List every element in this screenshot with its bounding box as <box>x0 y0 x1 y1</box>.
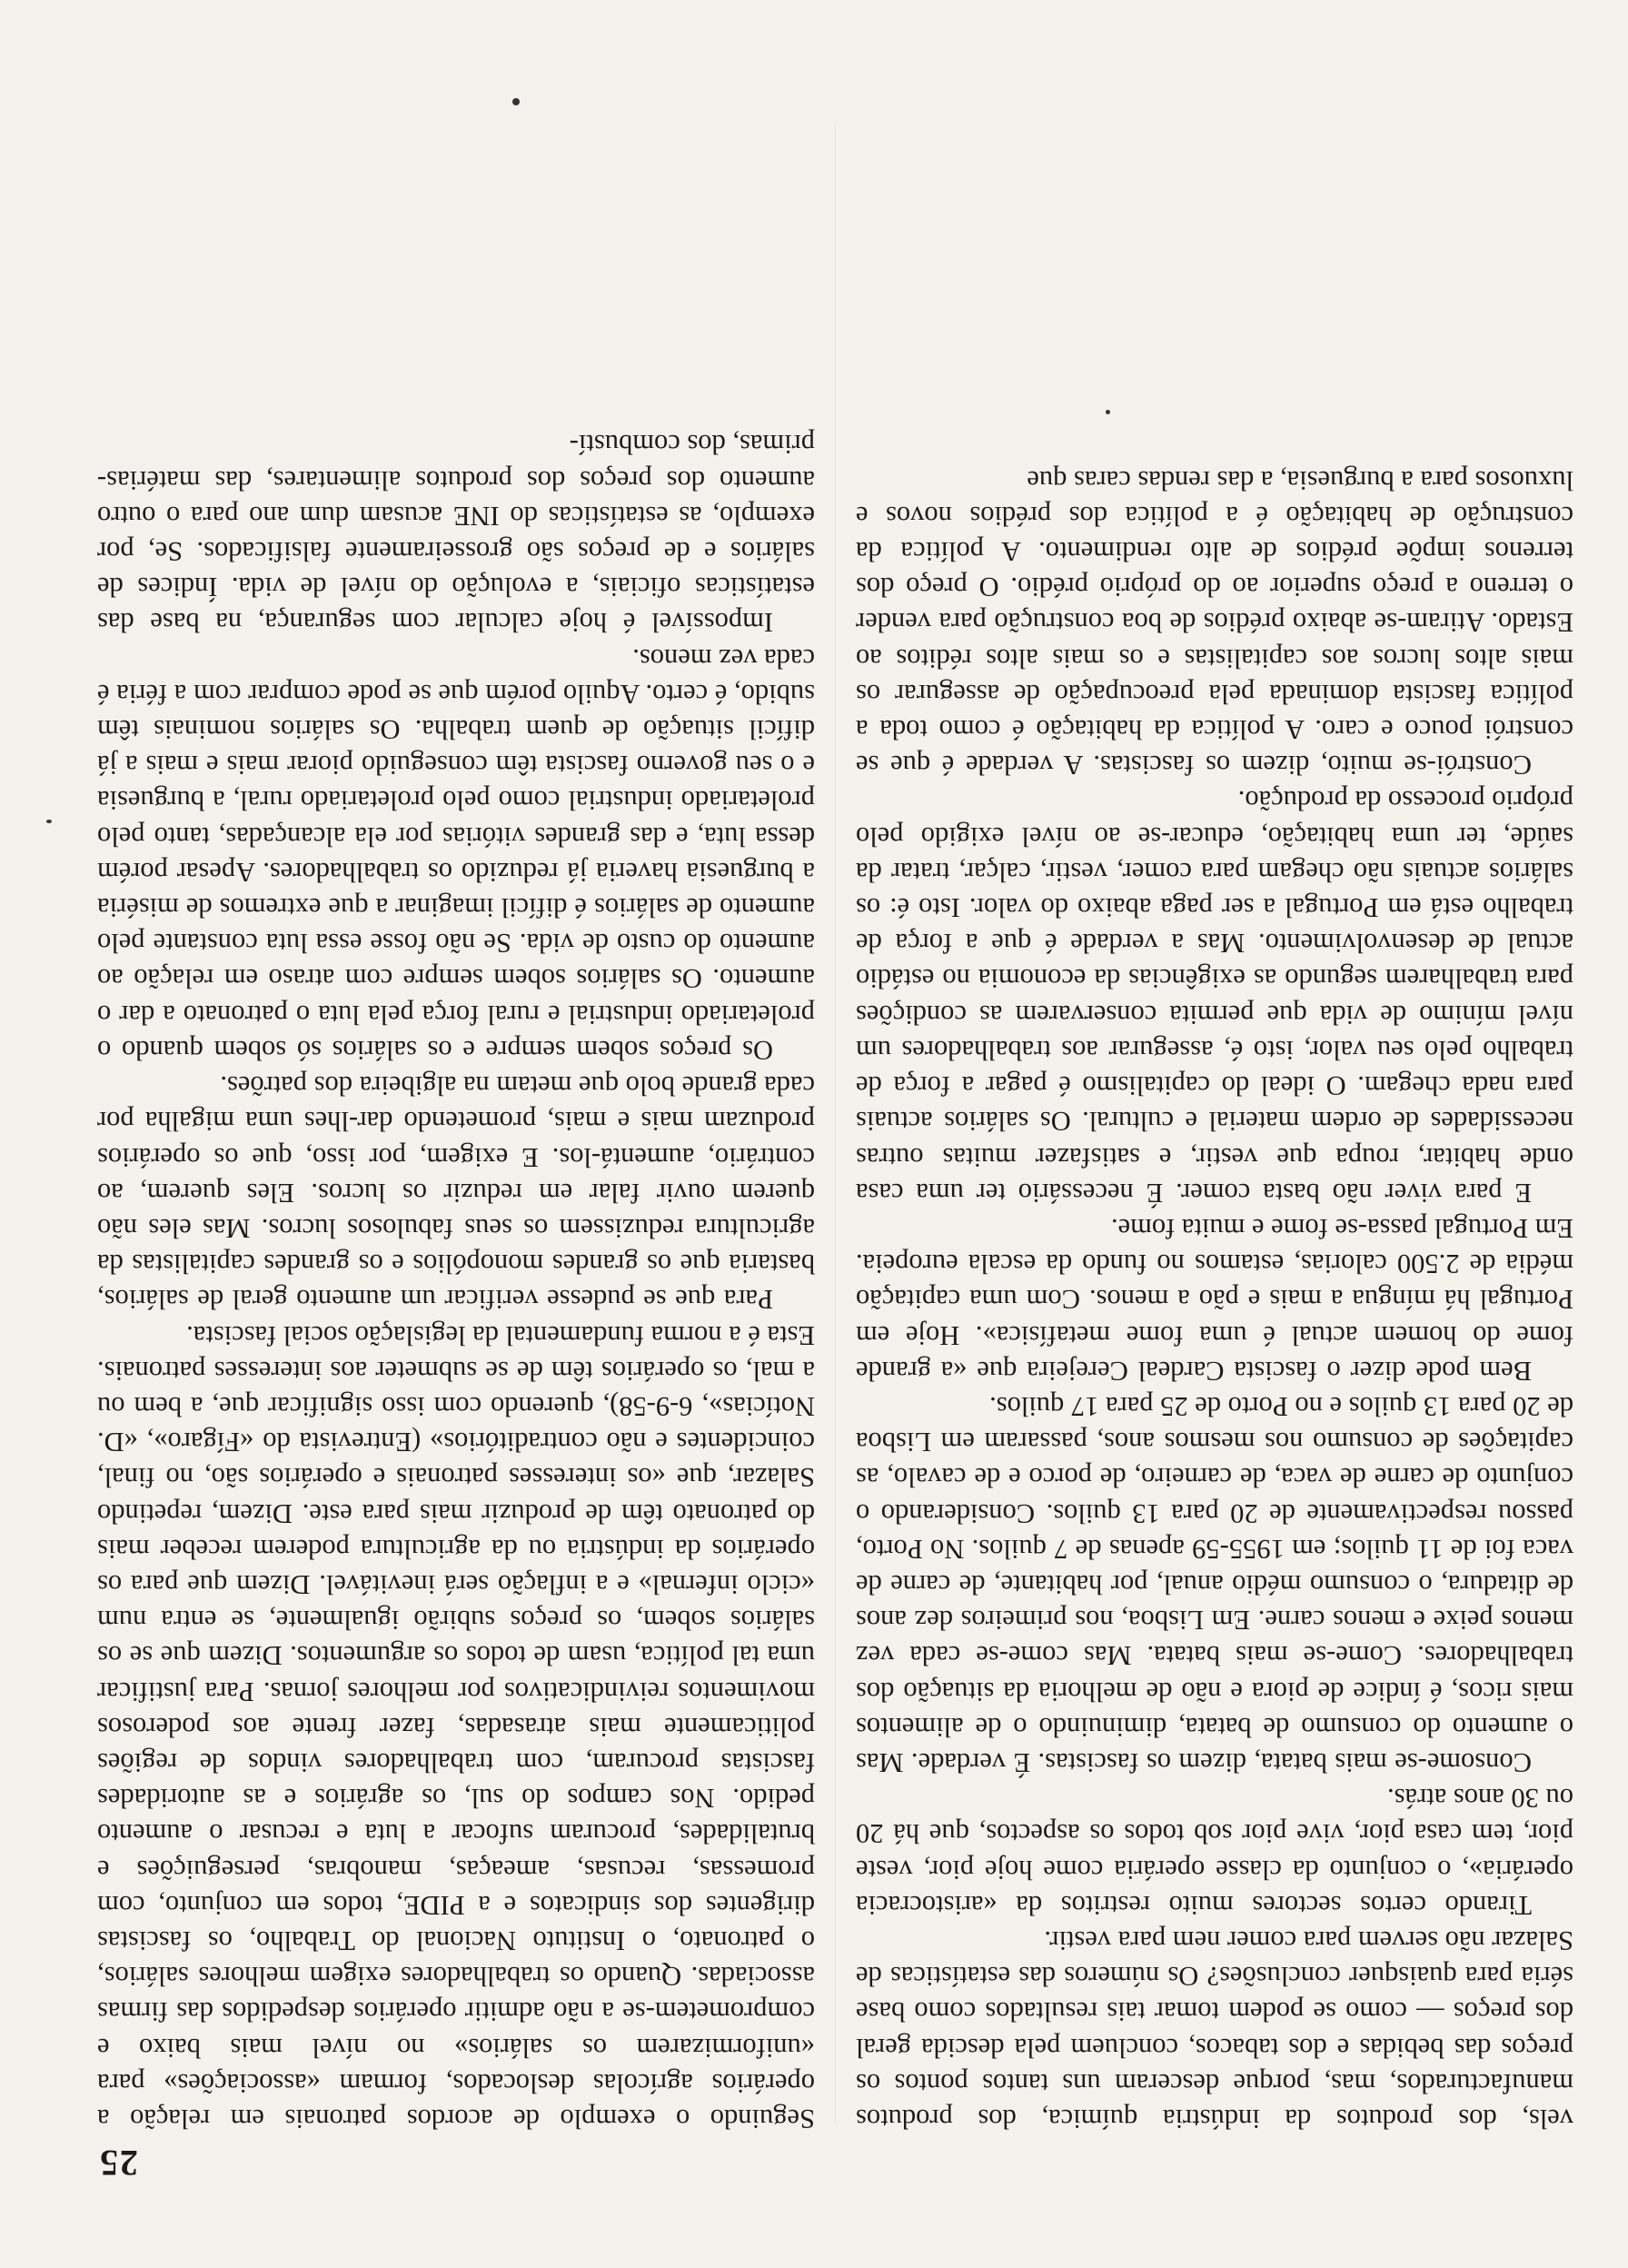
paragraph: Para que se pudesse verificar um aumento geral de salários, bastaria que os grandes monopólios e os grandes capitalistas da agricultura reduzissem os seus fabulosos lucros. Mas eles não querem ouvir falar em reduzir os lucros. Eles querem, ao contrário, aumentá-los. E exigem, por isso, que os operários produzam mais e mais, prometendo dar-lhes uma migalha por cada grande bolo que metam na algibeira dos patrões. <box>97 1070 815 1316</box>
paragraph: E para viver não basta comer. É necessário ter uma casa onde habitar, roupa que vestir, e satisfazer muitas outras necessidades de ordem material e cultural. Os salários actuais para nada chegam. O ideal do capitalismo é pagar a força de trabalho pelo seu valor, isto é, assegurar aos trabalhadores um nível mínimo de vida que permita conservarem as condições para trabalharem segundo as exigências da economia no estádio actual de desenvolvimento. Mas a verdade é que a força de trabalho está em Portugal a ser paga abaixo do valor. Isto é: os salários actuais não chegam para comer, vestir, calçar, tratar da saúde, ter uma habitação, educar-se ao nível exigido pelo próprio processo da produção. <box>856 785 1573 1209</box>
paragraph: Os preços sobem sempre e os salários só sobem quando o proletariado industrial e rural força pela luta o patronato a dar o aumento. Os salários sobem sempre com atraso em relação ao aumento do custo de vida. Se não fosse essa luta constante pelo aumento de salários é difícil imaginar a que extremos de miséria a burguesia haveria já reduzido os trabalhadores. Apesar porém dessa luta, e das grandes vitórias por ela alcançadas, tanto pelo proletariado industrial como pelo proletariado rural, a burguesia e o seu governo fascista têm conseguido piorar mais e mais a já difícil situação de quem trabalha. Os salários nominais têm subido, é certo. Aquilo porém que se pode comprar com a féria é cada vez menos. <box>97 642 815 1066</box>
paragraph: Constrói-se muito, dizem os fascistas. A verdade é que se constrói pouco e caro. A política da habitação é como toda a política fascista dominada pela preocupação de assegurar os mais altos lucros aos capitalistas e os mais altos réditos ao Estado. Atiram-se abaixo prédios de boa construção para vender o terreno a preço superior ao do próprio prédio. O preço dos terrenos impõe prédios de alto rendimento. A política da construção de habitação é a política dos prédios novos e luxuosos para a burguesia, a das rendas caras que <box>856 464 1573 781</box>
left-text-column <box>856 462 1573 2136</box>
scan-speck <box>46 820 52 823</box>
page-number: 25 <box>98 2143 138 2183</box>
paragraph: vels, dos produtos da indústria química, dos produtos manufacturados, mas, porque desceram uns tantos pontos os preços das bebidas e dos tabacos, concluem pela descida geral dos preços — como se podem tomar tais resultados como base séria para quaisquer conclusões? Os números das estatísticas de Salazar não servem para comer nem para vestir. <box>856 1925 1573 2134</box>
paragraph: Impossível é hoje calcular com segurança, na base das estatísticas oficiais, a evolução do nível de vida. Índices de salários e de preços são grosseiramente falsificados. Se, por exemplo, as estatísticas do INE acusam dum ano para o outro aumento dos preços dos produtos alimentares, das matérias-primas, dos combustí- <box>97 429 815 639</box>
scan-speck <box>1106 410 1110 414</box>
paragraph: Bem pode dizer o fascista Cardeal Cerejeira que «a grande fome do homem actual é uma fome metafísica». Hoje em Portugal há míngua a mais e pão a menos. Com uma capitação média de 2.500 calorias, estamos no fundo da escala europeia. Em Portugal passa-se fome e muita fome. <box>856 1212 1573 1387</box>
scan-speck <box>512 98 520 105</box>
paragraph: Consome-se mais batata, dizem os fascistas. É verdade. Mas o aumento do consumo de batata, diminuindo o de alimentos mais ricos, é índice de piora e não de melhoria da situação dos trabalhadores. Come-se mais batata. Mas come-se cada vez menos peixe e menos carne. Em Lisboa, nos primeiros dez anos de ditadura, o consumo médio anual, por habitante, de carne de vaca foi de 11 quilos; em 1955-59 apenas de 7 quilos. No Porto, passou respectivamente de 20 para 13 quilos. Considerando o conjunto de carne de vaca, de carneiro, de porco e de cavalo, as capitações de consumo nos mesmos anos, passaram em Lisboa de 20 para 13 quilos e no Porto de 25 para 17 quilos. <box>856 1390 1573 1778</box>
paragraph: Seguindo o exemplo de acordos patronais em relação a operários agrícolas deslocados, formam «associações» para «uniformizarem os salários» no nível mais baixo e comprometem-se a não admitir operários despedidos das firmas associadas. Quando os trabalhadores exigem melhores salários, o patronato, o Instituto Nacional do Trabalho, os fascistas dirigentes dos sindicatos e a PIDE, todos em conjunto, com promessas, recusas, ameaças, manobras, perseguições e brutalidades, procuram sufocar a luta e recusar o aumento pedido. Nos campos do sul, os agrários e as autoridades fascistas procuram, com trabalhadores vindos de regiões politicamente mais atrasadas, fazer frente aos poderosos movimentos reivindicativos por melhores jornas. Para justificar uma tal política, usam de todos os argumentos. Dizem que se os salários sobem, os preços subirão igualmente, se entra num «ciclo infernal» e a inflação será inevitável. Dizem que para os operários da indústria ou da agricultura poderem receber mais do patronato têm de produzir mais para este. Dizem, repetindo Salazar, que «os interesses patronais e operários são, no final, coincidentes e não contraditórios» (Entrevista do «Fígaro», «D. Notícias», 6-9-58), querendo com isso significar que, a bem ou a mal, os operários têm de se submeter aos interesses patronais. Esta é a norma fundamental da legislação social fascista. <box>97 1319 815 2134</box>
column-gutter <box>835 124 836 2123</box>
paragraph: Tirando certos sectores muito restritos da «aristocracia operária», o conjunto da classe operária come hoje pior, veste pior, tem casa pior, vive pior sob todos os aspectos, que há 20 ou 30 anos atrás. <box>856 1783 1573 1921</box>
right-text-column <box>97 426 815 2136</box>
